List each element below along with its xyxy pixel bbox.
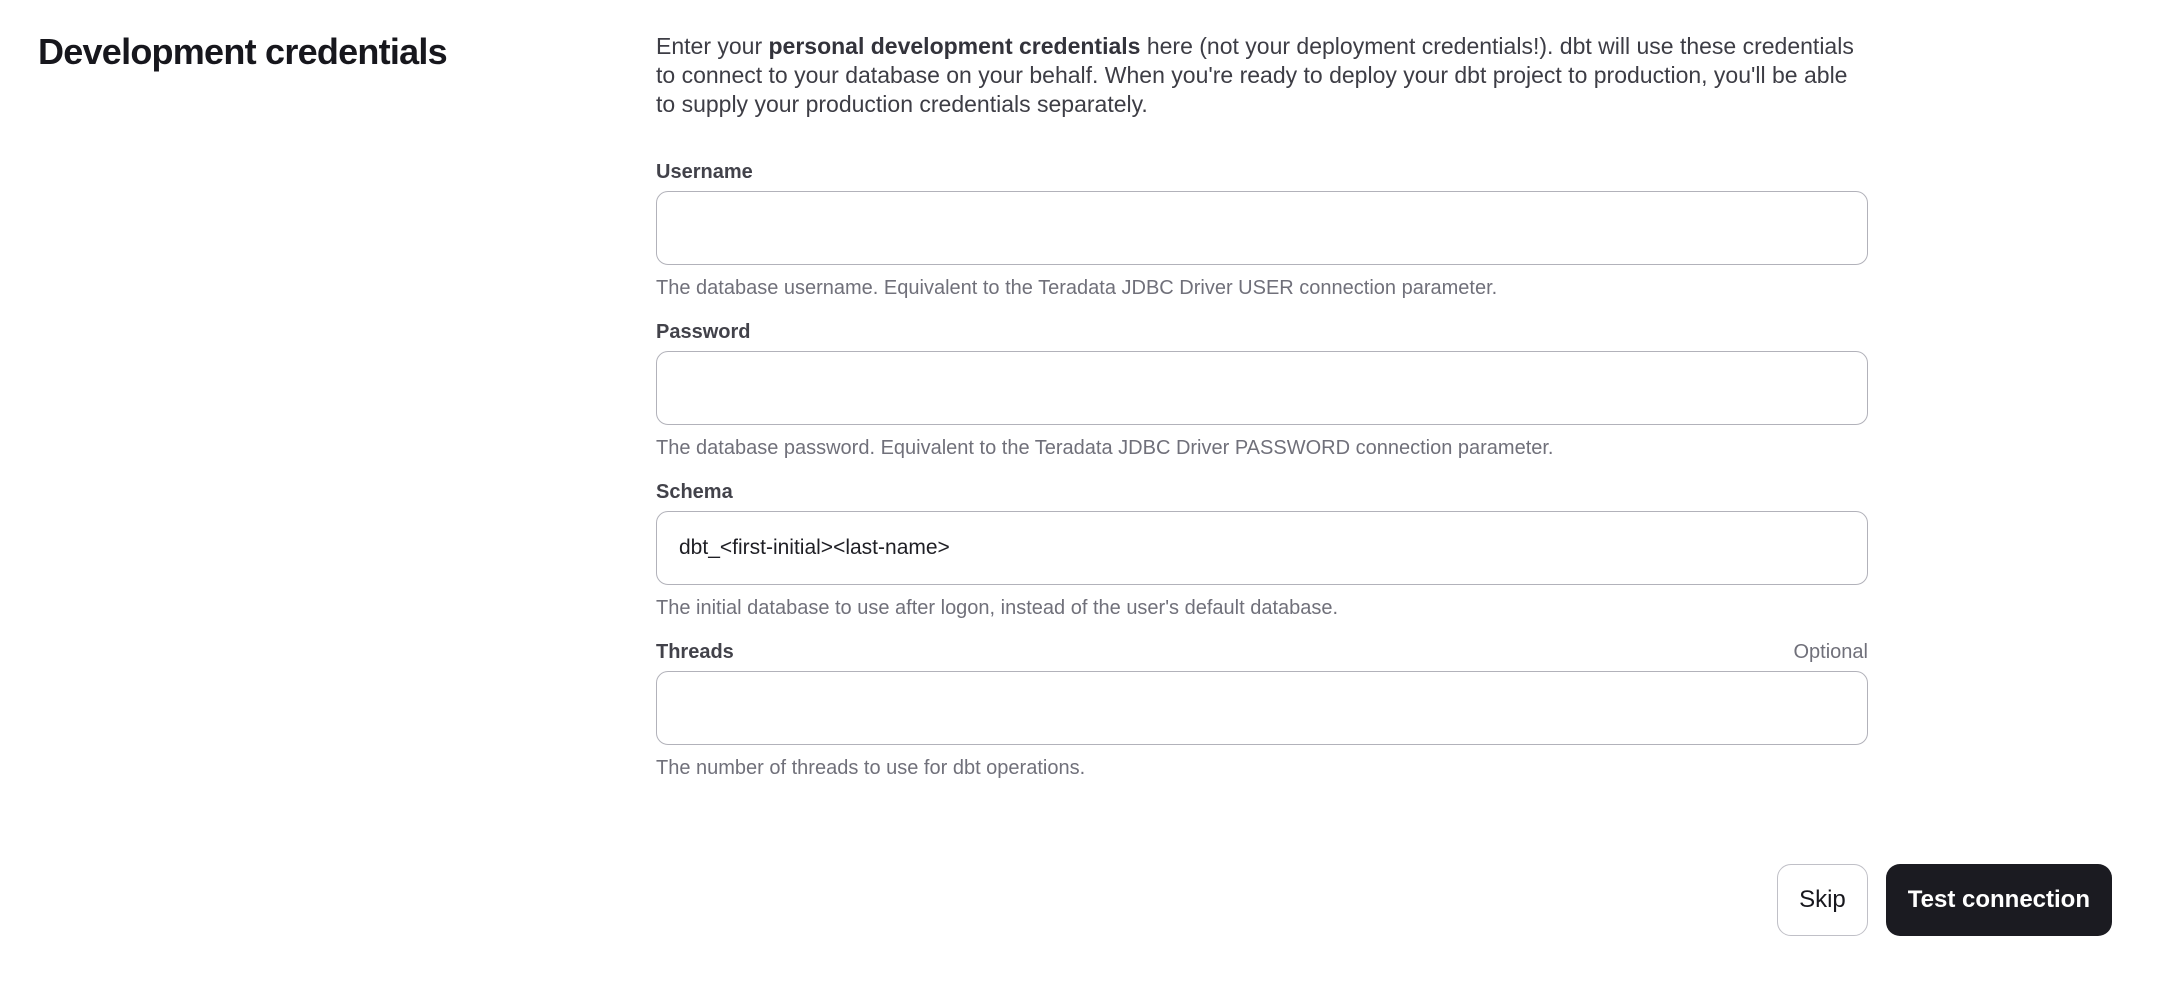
intro-prefix: Enter your — [656, 33, 769, 59]
threads-input[interactable] — [656, 671, 1868, 745]
page-title: Development credentials — [38, 31, 447, 72]
password-label: Password — [656, 321, 751, 343]
intro-text — [656, 32, 1868, 119]
password-label-row — [656, 319, 1868, 345]
schema-helper: The initial database to use after logon, instead of the user's default database. — [656, 597, 1339, 619]
skip-button[interactable]: Skip — [1777, 864, 1868, 936]
username-label-row — [656, 159, 1868, 185]
threads-label: Threads — [656, 641, 734, 663]
intro-suffix: here (not your deployment credentials!). dbt will use these credentials to connect to your database on your behalf. When you're ready to deploy your dbt project to production, you'll be able to supply your production credentials separately. — [656, 33, 1854, 117]
credentials-form — [656, 32, 1868, 799]
schema-label-row — [656, 479, 1868, 505]
threads-field — [656, 639, 1868, 781]
password-field — [656, 319, 1868, 461]
schema-input[interactable] — [656, 511, 1868, 585]
username-field — [656, 159, 1868, 301]
threads-label-row — [656, 639, 1868, 665]
footer-actions — [1777, 864, 2112, 936]
threads-optional-tag: Optional — [1793, 641, 1868, 663]
schema-label: Schema — [656, 481, 733, 503]
username-label: Username — [656, 161, 753, 183]
password-helper: The database password. Equivalent to the Teradata JDBC Driver PASSWORD connection parameter. — [656, 437, 1554, 459]
intro-bold: personal development credentials — [768, 33, 1141, 59]
schema-field — [656, 479, 1868, 621]
test-connection-button[interactable]: Test connection — [1886, 864, 2112, 936]
threads-helper: The number of threads to use for dbt operations. — [656, 757, 1086, 779]
password-input[interactable] — [656, 351, 1868, 425]
username-input[interactable] — [656, 191, 1868, 265]
username-helper: The database username. Equivalent to the Teradata JDBC Driver USER connection parameter. — [656, 277, 1498, 299]
